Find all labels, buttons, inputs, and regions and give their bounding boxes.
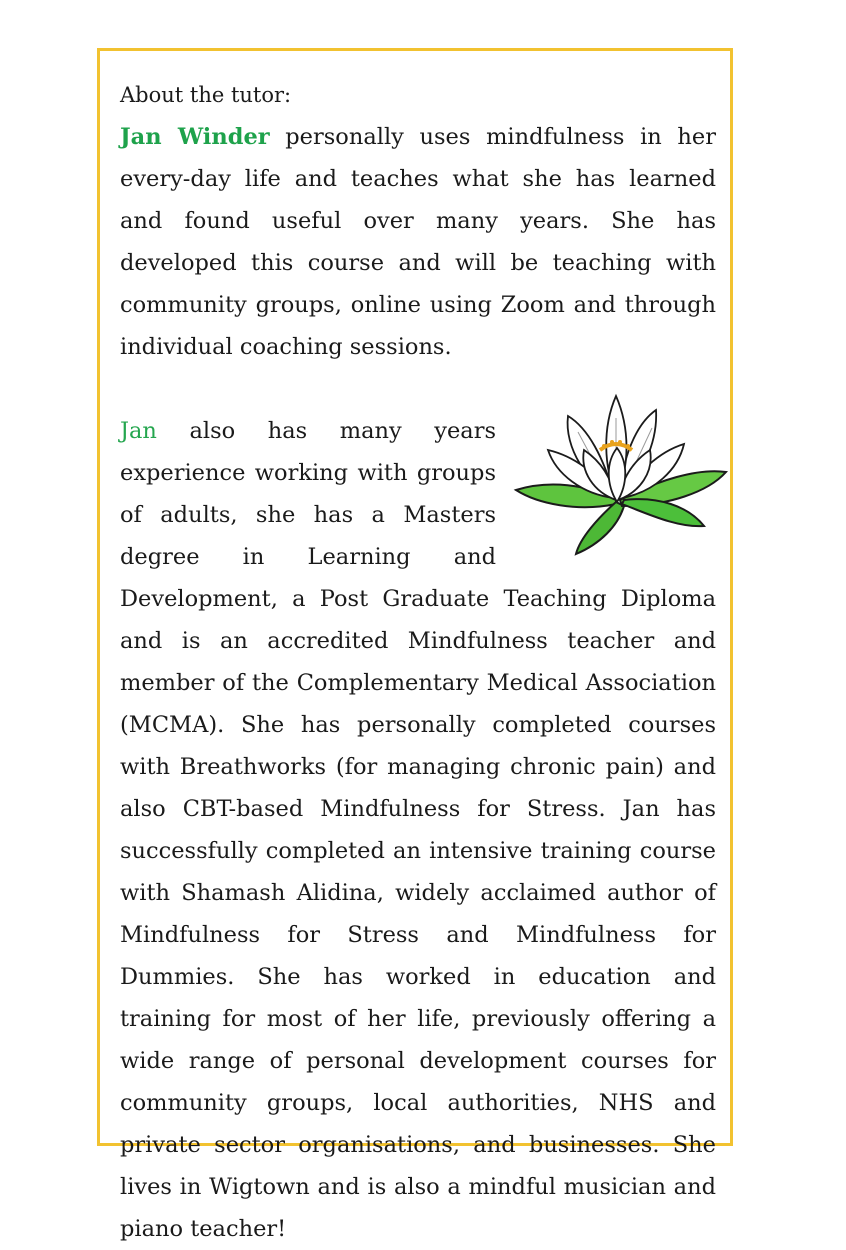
tutor-name: Jan Winder <box>120 124 270 150</box>
experience-paragraph <box>120 410 716 1250</box>
experience-text: also has many years experience working with groups of adults, she has a Masters degree in Learning and Development, a Post Graduate Teaching Diploma and is an accredited Mindfulness teacher and member of the Complementary Medical Association (MCMA). She has personally completed courses with Breathworks (for managing chronic pain) and also CBT-based Mindfulness for Stress. Jan has successfully completed an intensive training course with Shamash Alidina, widely acclaimed author of Mindfulness for Stress and Mindfulness for Dummies. She has worked in education and training for most of her life, previously offering a wide range of personal development courses for community groups, local authorities, NHS and private sector organisations, and businesses. She lives in Wigtown and is also a mindful musician and piano teacher! <box>120 418 716 1242</box>
intro-text: personally uses mindfulness in her every-day life and teaches what she has learned and found useful over many years. She has developed this course and will be teaching with community groups, online using Zoom and through individual coaching sessions. <box>120 124 716 360</box>
tutor-first-name: Jan <box>120 418 157 444</box>
tutor-section <box>120 76 716 1250</box>
intro-paragraph <box>120 116 716 368</box>
lotus-flower-icon <box>508 388 728 558</box>
section-heading: About the tutor: <box>120 83 292 107</box>
